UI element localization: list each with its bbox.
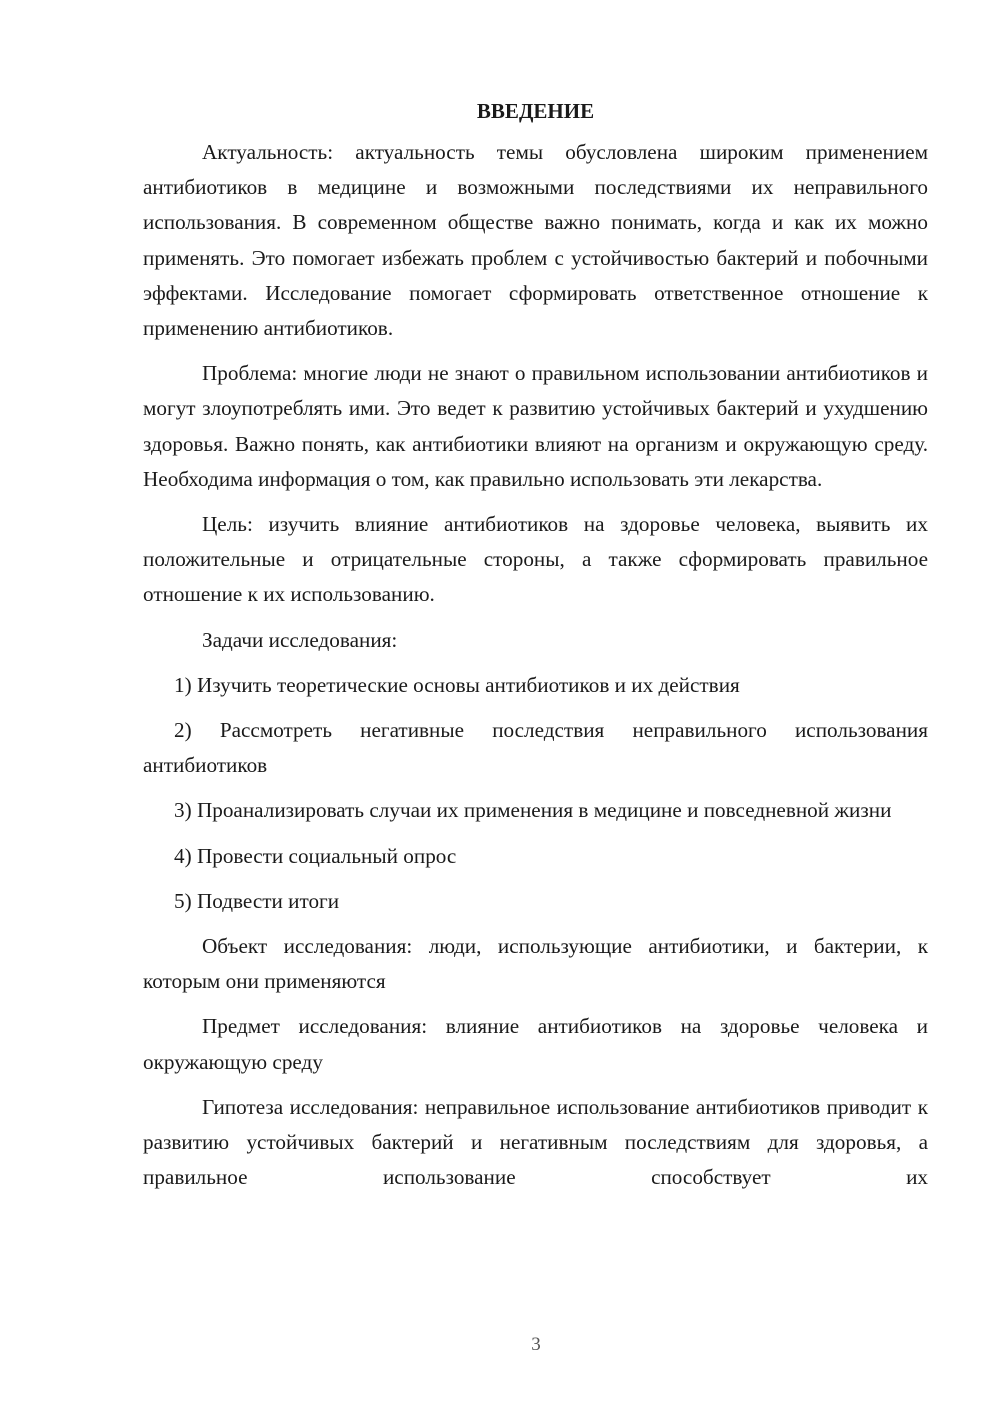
page-number: 3: [531, 1334, 541, 1355]
task-item: 4) Провести социальный опрос: [174, 843, 457, 868]
task-item: 5) Подвести итоги: [174, 888, 340, 913]
relevance-paragraph: Актуальность: актуальность темы обусловлена широким применением антибиотиков в медицине и возможными последствиями их неправильного использования. В современном обществе важно понимать, когда и как их можно применять. Это помогает избежать проблем с устойчивостью бактерий и побочными эффектами. Исследование помогает сформировать ответственное отношение к применению антибиотиков.: [143, 140, 928, 341]
task-item: 2) Рассмотреть негативные последствия неправильного использования антибиотиков: [143, 718, 928, 778]
tasks-title: Задачи исследования:: [202, 627, 398, 652]
problem-paragraph: Проблема: многие люди не знают о правильном использовании антибиотиков и могут злоупотреблять ими. Это ведет к развитию устойчивых бактерий и ухудшению здоровья. Важно понять, как антибиотики влияют на организм и окружающую среду. Необходима информация о том, как правильно использовать эти лекарства.: [143, 361, 928, 491]
section-heading: ВВЕДЕНИЕ: [476, 99, 595, 123]
subject-paragraph: Предмет исследования: влияние антибиотиков на здоровье человека и окружающую среду: [143, 1014, 928, 1074]
document-page: [143, 94, 928, 1205]
object-paragraph: Объект исследования: люди, использующие антибиотики, и бактерии, к которым они применяются: [143, 934, 928, 994]
hypothesis-paragraph: Гипотеза исследования: неправильное использование антибиотиков приводит к развитию устойчивых бактерий и негативным последствиям для здоровья, а правильное использование способствует их: [143, 1094, 928, 1190]
goal-paragraph: Цель: изучить влияние антибиотиков на здоровье человека, выявить их положительные и отрицательные стороны, а также сформировать правильное отношение к их использованию.: [143, 512, 928, 607]
task-item: 1) Изучить теоретические основы антибиотиков и их действия: [174, 672, 740, 697]
task-item: 3) Проанализировать случаи их применения в медицине и повседневной жизни: [174, 798, 892, 823]
